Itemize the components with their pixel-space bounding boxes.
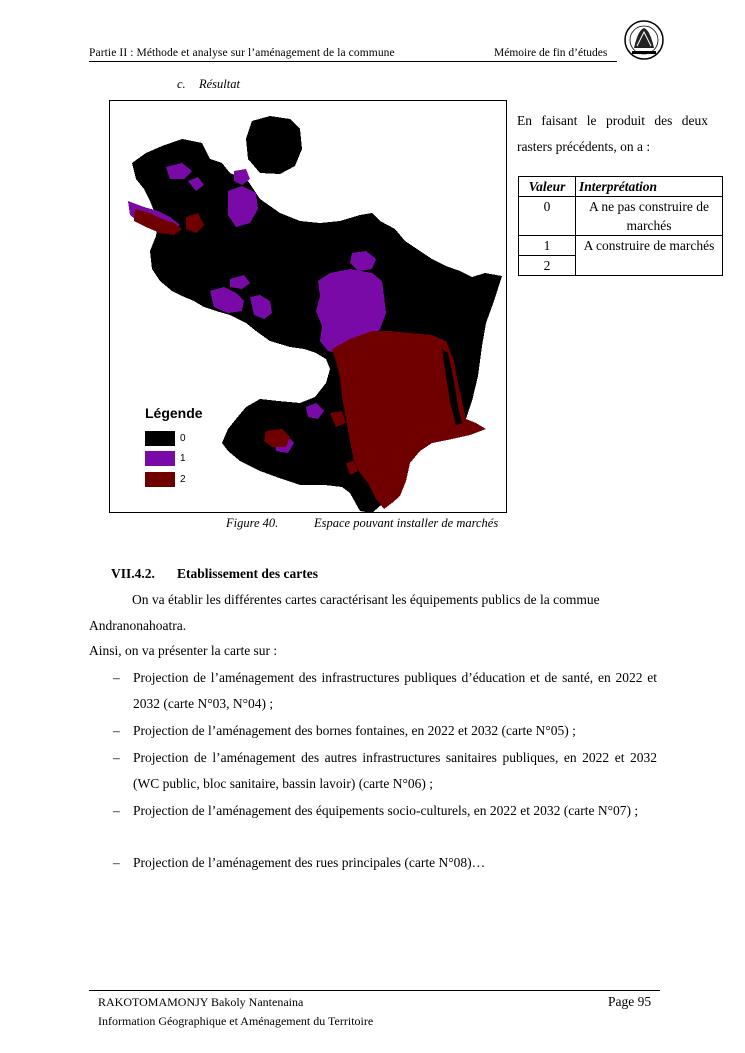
- figure-caption-text: Espace pouvant installer de marchés: [314, 516, 499, 530]
- legend-swatch-0: [145, 431, 175, 446]
- table-cell-value: 2: [519, 256, 576, 276]
- footer-rule: [89, 990, 660, 991]
- figure-caption: [226, 516, 498, 531]
- table-cell-interpretation: A ne pas construire de marchés: [576, 197, 723, 236]
- list-item-text: Projection de l’aménagement des infrastructures publiques d’éducation et de santé, en 2022 et 2032 (carte N°03, N°04) ;: [133, 670, 657, 711]
- list-dash: –: [113, 723, 120, 738]
- legend-label-2: 2: [180, 474, 186, 485]
- list-item-text: Projection de l’aménagement des équipements socio-culturels, en 2022 et 2032 (carte N°07) ;: [133, 803, 639, 818]
- section-title: Etablissement des cartes: [177, 566, 318, 581]
- intro-text: [517, 108, 708, 160]
- list-item: [113, 665, 657, 717]
- list-dash: –: [113, 855, 120, 870]
- running-header-right: Mémoire de fin d’études: [494, 47, 608, 59]
- section-heading: [111, 566, 318, 582]
- subsection-heading: [177, 77, 240, 92]
- paragraph-2: Ainsi, on va présenter la carte sur :: [89, 643, 278, 658]
- legend-swatch-2: [145, 472, 175, 487]
- footer-author: RAKOTOMAMONJY Bakoly Nantenaina: [98, 995, 304, 1009]
- list-item-text: Projection de l’aménagement des autres infrastructures sanitaires publiques, en 2022 et 2032 (WC public, bloc sanitaire, bassin lavoir) (carte N°06) ;: [133, 750, 657, 791]
- intro-line-2: rasters précédents, on a :: [517, 139, 651, 154]
- running-header-left: Partie II : Méthode et analyse sur l’aménagement de la commune: [89, 47, 395, 59]
- list-item-text: Projection de l’aménagement des bornes fontaines, en 2022 et 2032 (carte N°05) ;: [133, 723, 576, 738]
- table-header-interpretation: Interprétation: [576, 177, 723, 197]
- list-dash: –: [113, 670, 120, 685]
- list-item-text: Projection de l’aménagement des rues principales (carte N°08)…: [133, 855, 486, 870]
- table-row: [519, 236, 723, 256]
- map-region-class0: [132, 139, 502, 513]
- legend-label-1: 1: [180, 453, 186, 464]
- list-dash: –: [113, 750, 120, 765]
- header-rule: [89, 61, 617, 62]
- interpretation-table: [518, 176, 723, 276]
- paragraph-1-line-2: Andranonahoatra.: [89, 618, 187, 633]
- table-row: [519, 197, 723, 236]
- list-item: [113, 850, 657, 876]
- subsection-title: Résultat: [199, 77, 240, 91]
- map-legend-title: Légende: [145, 405, 203, 421]
- table-cell-interpretation: A construire de marchés: [576, 236, 723, 276]
- list-dash: –: [113, 803, 120, 818]
- section-number: VII.4.2.: [111, 566, 155, 581]
- page-number: Page 95: [608, 994, 652, 1009]
- map-region-class0: [246, 116, 302, 174]
- footer-program: Information Géographique et Aménagement du Territoire: [98, 1014, 374, 1028]
- table-cell-value: 1: [519, 236, 576, 256]
- university-logo: [622, 18, 666, 62]
- list-item: [113, 718, 657, 744]
- table-cell-value: 0: [519, 197, 576, 236]
- list-item: [113, 798, 657, 824]
- figure-number: Figure 40.: [226, 516, 279, 530]
- table-header-valeur: Valeur: [519, 177, 576, 197]
- paragraph-1-line-1: On va établir les différentes cartes caractérisant les équipements publics de la commue: [132, 592, 600, 607]
- list-item: [113, 745, 657, 797]
- subsection-number: c.: [177, 77, 186, 91]
- intro-line-1: En faisant le produit des deux: [517, 113, 708, 128]
- legend-swatch-1: [145, 451, 175, 466]
- table-header-row: [519, 177, 723, 197]
- legend-label-0: 0: [180, 433, 186, 444]
